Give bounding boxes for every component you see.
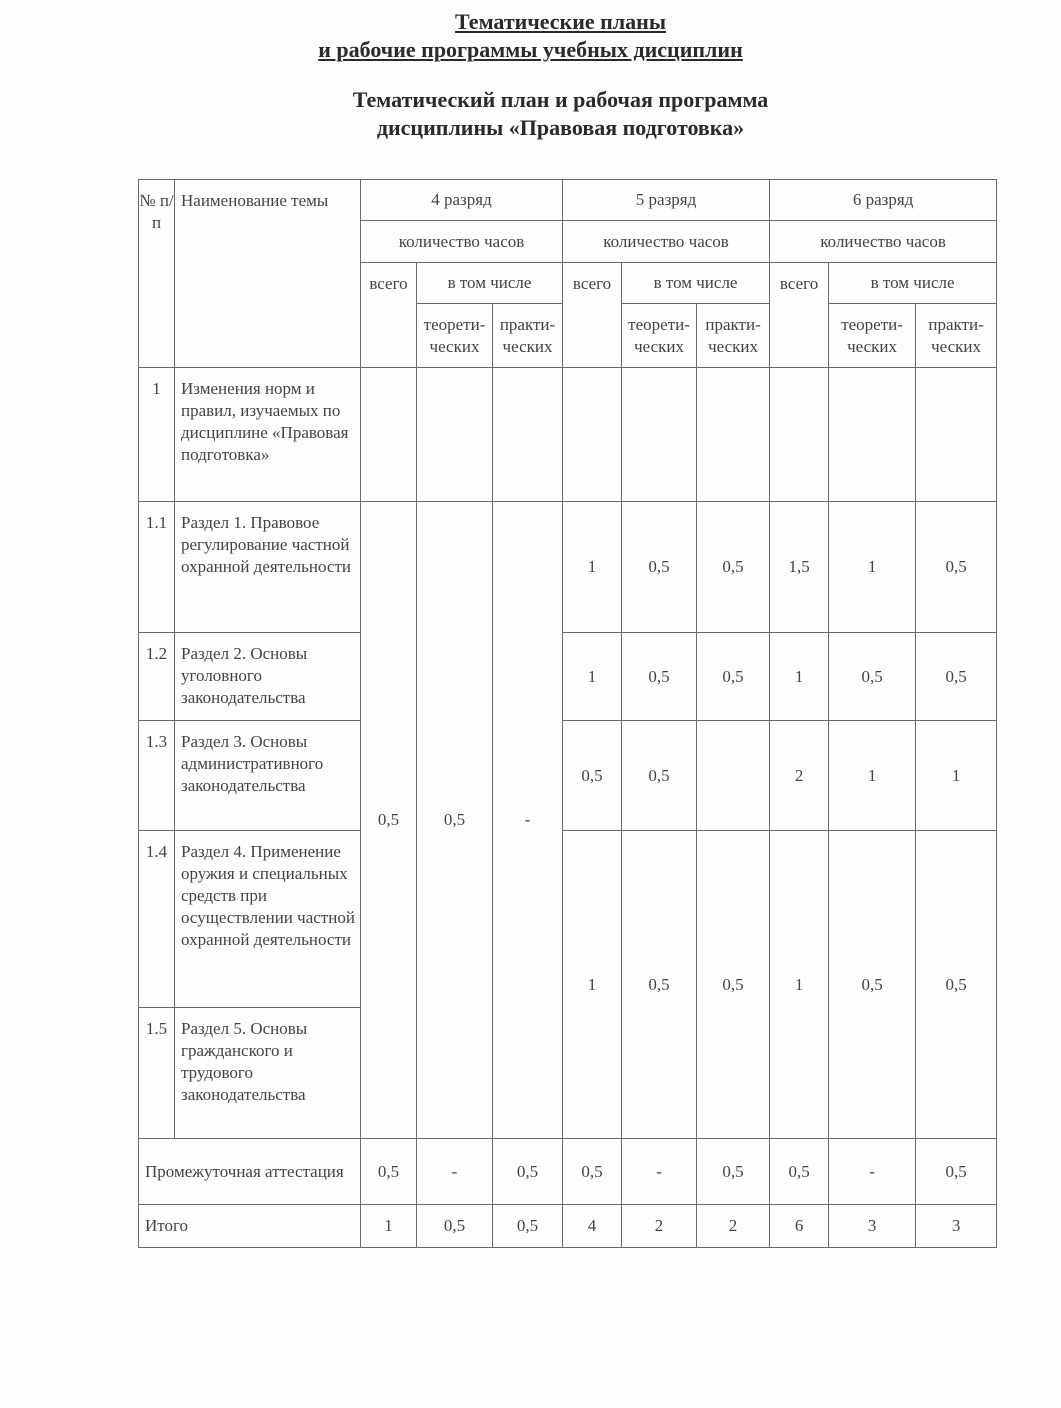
row-num: 1.3 [139,721,175,831]
cell-g4-total: 0,5 [361,502,417,1139]
table-row [139,502,997,633]
row-total-label: Итого [139,1205,361,1248]
cell-g6-theory: 0,5 [829,633,916,721]
cell-g5-theory: 0,5 [622,502,697,633]
cell-g6-theory: 1 [829,502,916,633]
cell-total: 6 [770,1205,829,1248]
row-intermediate-label: Промежуточная аттестация [139,1139,361,1205]
cell-total: 3 [916,1205,997,1248]
cell-g4-theory: 0,5 [417,502,493,1139]
cell-g6-practice: 1 [916,721,997,831]
cell-empty [916,368,997,502]
table-row [139,368,997,502]
cell-intermediate: 0,5 [563,1139,622,1205]
cell-intermediate: 0,5 [493,1139,563,1205]
row-num: 1.2 [139,633,175,721]
cell-intermediate: 0,5 [916,1139,997,1205]
sub-title [0,86,1061,142]
cell-empty [770,368,829,502]
row-num: 1.4 [139,831,175,1008]
cell-g6-practice: 0,5 [916,502,997,633]
header-total-4: всего [361,263,417,368]
cell-empty [493,368,563,502]
header-hours-5: количество часов [563,221,770,263]
table-row-intermediate [139,1139,997,1205]
cell-g5-total: 0,5 [563,721,622,831]
sub-title-line-2: дисциплины «Правовая подготовка» [376,115,745,140]
table-row [139,633,997,721]
header-practice-6: практи- ческих [916,304,997,368]
cell-g5-total: 1 [563,502,622,633]
cell-g6-total: 1 [770,633,829,721]
table-row-total [139,1205,997,1248]
cell-g6-practice: 0,5 [916,831,997,1139]
cell-intermediate: 0,5 [697,1139,770,1205]
cell-total: 3 [829,1205,916,1248]
row-name: Раздел 4. Применение оружия и специальных средств при осуществлении частной охранной деятельности [175,831,361,1008]
cell-total: 2 [697,1205,770,1248]
cell-g5-practice: 0,5 [697,633,770,721]
cell-intermediate: - [829,1139,916,1205]
row-num: 1.1 [139,502,175,633]
thematic-plan-table [138,179,997,1248]
header-grade-5: 5 разряд [563,180,770,221]
header-grade-6: 6 разряд [770,180,997,221]
row-num: 1.5 [139,1008,175,1139]
cell-intermediate: - [622,1139,697,1205]
cell-total: 0,5 [417,1205,493,1248]
row-name: Раздел 1. Правовое регулирование частной охранной деятельности [175,502,361,633]
cell-empty [563,368,622,502]
cell-intermediate: - [417,1139,493,1205]
sub-title-line-1: Тематический план и рабочая программа [352,87,769,112]
cell-total: 4 [563,1205,622,1248]
header-hours-6: количество часов [770,221,997,263]
cell-g5-theory: 0,5 [622,633,697,721]
cell-g6-total: 1 [770,831,829,1139]
main-title-line-1: Тематические планы [454,9,667,34]
cell-g6-total: 2 [770,721,829,831]
header-theory-4: теорети- ческих [417,304,493,368]
cell-g5-theory: 0,5 [622,831,697,1139]
cell-g5-total: 1 [563,831,622,1139]
header-total-5: всего [563,263,622,368]
header-name: Наименование темы [175,180,361,368]
header-total-6: всего [770,263,829,368]
document-header [0,8,1061,142]
row-name: Раздел 5. Основы гражданского и трудового законодательства [175,1008,361,1139]
cell-g6-practice: 0,5 [916,633,997,721]
header-practice-5: практи- ческих [697,304,770,368]
header-practice-4: практи- ческих [493,304,563,368]
cell-empty [417,368,493,502]
cell-empty [622,368,697,502]
cell-g5-practice [697,721,770,831]
header-row-grades [139,180,997,221]
cell-empty [361,368,417,502]
cell-intermediate: 0,5 [770,1139,829,1205]
cell-empty [829,368,916,502]
header-theory-6: теорети- ческих [829,304,916,368]
main-title-line-2: и рабочие программы учебных дисциплин [318,37,743,62]
header-including-5: в том числе [622,263,770,304]
row-name: Изменения норм и правил, изучаемых по дисциплине «Правовая подготовка» [175,368,361,502]
header-hours-4: количество часов [361,221,563,263]
main-title [0,8,1061,64]
table-row [139,831,997,1008]
cell-g5-practice: 0,5 [697,831,770,1139]
header-including-6: в том числе [829,263,997,304]
header-including-4: в том числе [417,263,563,304]
cell-g5-total: 1 [563,633,622,721]
cell-g6-theory: 1 [829,721,916,831]
cell-intermediate: 0,5 [361,1139,417,1205]
header-grade-4: 4 разряд [361,180,563,221]
row-num: 1 [139,368,175,502]
cell-g6-theory: 0,5 [829,831,916,1139]
cell-total: 2 [622,1205,697,1248]
cell-g5-practice: 0,5 [697,502,770,633]
cell-empty [697,368,770,502]
table-row [139,721,997,831]
cell-total: 1 [361,1205,417,1248]
cell-g5-theory: 0,5 [622,721,697,831]
cell-total: 0,5 [493,1205,563,1248]
cell-g6-total: 1,5 [770,502,829,633]
header-theory-5: теорети- ческих [622,304,697,368]
row-name: Раздел 3. Основы административного законодательства [175,721,361,831]
cell-g4-practice: - [493,502,563,1139]
row-name: Раздел 2. Основы уголовного законодательства [175,633,361,721]
header-num: № п/п [139,180,175,368]
